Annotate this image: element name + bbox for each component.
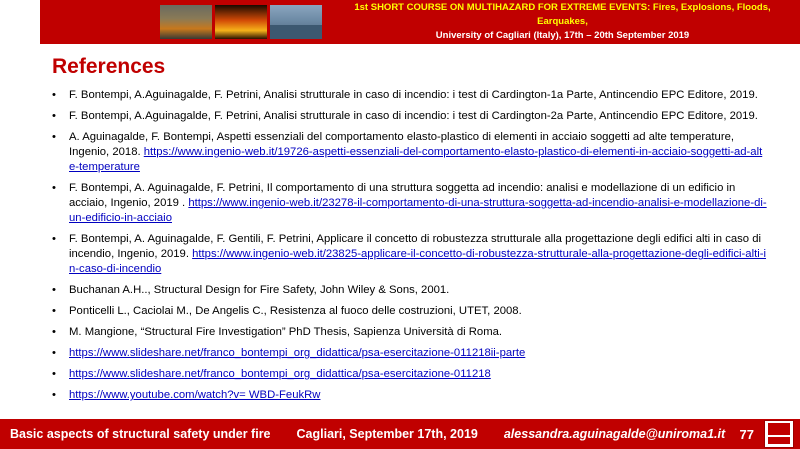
reference-citation: F. Bontempi, A.Aguinagalde, F. Petrini, Analisi strutturale in caso di incendio: i test di Cardington-1a Parte, Antincendio EPC Editore, 2019. (69, 89, 758, 101)
reference-link[interactable]: https://www.ingenio-web.it/19726-aspetti-essenziali-del-comportamento-elasto-plastico-di-elementi-in-acciaio-soggetti-ad-alte-temperature (69, 146, 763, 174)
bullet-icon: • (52, 89, 56, 101)
reference-item (52, 367, 768, 382)
footer-location-date: Cagliari, September 17th, 2019 (296, 427, 478, 441)
footer-course-title: Basic aspects of structural safety under fire (10, 427, 271, 441)
header-title-line1: 1st SHORT COURSE ON MULTIHAZARD FOR EXTREME EVENTS: Fires, Explosions, Floods, Earquakes, (354, 2, 771, 28)
sapienza-logo-icon (764, 420, 794, 448)
footer-email: alessandra.aguinagalde@uniroma1.it (503, 427, 726, 441)
reference-text (69, 181, 768, 226)
reference-item (52, 388, 768, 403)
reference-list (52, 88, 768, 409)
reference-link[interactable]: https://www.slideshare.net/franco_bontempi_org_didattica/psa-esercitazione-011218ii-parte (69, 347, 526, 360)
page-title: References (52, 55, 166, 78)
footer-bar (0, 419, 800, 449)
reference-item (52, 346, 768, 361)
reference-text (69, 304, 768, 319)
bullet-icon: • (52, 182, 56, 195)
reference-link[interactable]: https://www.ingenio-web.it/23278-il-comportamento-di-una-struttura-soggetta-ad-incendio-analisi-e-modellazione-di-un-edificio-in-acciaio (69, 197, 767, 225)
reference-item (52, 283, 768, 298)
bullet-icon: • (52, 284, 56, 297)
reference-text (69, 109, 768, 124)
header-banner (40, 0, 800, 44)
fire-photo (215, 5, 267, 39)
reference-text (69, 346, 768, 361)
reference-text (69, 232, 768, 277)
header-title (325, 1, 800, 42)
reference-citation: Ponticelli L., Caciolai M., De Angelis C., Resistenza al fuoco delle costruzioni, UTET, 2008. (69, 305, 522, 318)
reference-item (52, 232, 768, 277)
bullet-icon: • (52, 347, 56, 360)
reference-citation: Buchanan A.H.., Structural Design for Fire Safety, John Wiley & Sons, 2001. (69, 284, 450, 297)
bullet-icon: • (52, 368, 56, 381)
reference-text (69, 388, 768, 403)
slide-number: 77 (739, 426, 754, 442)
bullet-icon: • (52, 326, 56, 339)
explosion-photo (160, 5, 212, 39)
reference-item (52, 181, 768, 226)
reference-link[interactable]: https://www.youtube.com/watch?v= WBD-FeukRw (69, 389, 321, 402)
bullet-icon: • (52, 233, 56, 246)
reference-text (69, 367, 768, 382)
header-image-strip (160, 4, 325, 40)
bullet-icon: • (52, 305, 56, 318)
reference-item (52, 130, 768, 175)
reference-text (69, 283, 768, 298)
reference-link[interactable]: https://www.slideshare.net/franco_bontempi_org_didattica/psa-esercitazione-011218 (69, 368, 491, 381)
reference-citation: F. Bontempi, A. Aguinagalde, F. Gentili, F. Petrini, Applicare il concetto di robustezza strutturale alla progettazione degli edifici alti in caso di incendio, Ingenio, 2019. (69, 233, 761, 261)
reference-citation: M. Mangione, “Structural Fire Investigation” PhD Thesis, Sapienza Università di Roma. (69, 326, 503, 339)
reference-link[interactable]: https://www.ingenio-web.it/23825-applicare-il-concetto-di-robustezza-strutturale-alla-progettazione-degli-edifici-alti-in-caso-di-incendio (69, 248, 767, 276)
flood-photo (270, 5, 322, 39)
reference-citation: F. Bontempi, A.Aguinagalde, F. Petrini, Analisi strutturale in caso di incendio: i test di Cardington-2a Parte, Antincendio EPC Editore, 2019. (69, 110, 758, 123)
reference-text (69, 130, 768, 175)
reference-item (52, 325, 768, 340)
reference-text (69, 88, 768, 103)
reference-item (52, 304, 768, 319)
reference-citation: A. Aguinagalde, F. Bontempi, Aspetti essenziali del comportamento elasto-plastico di elementi in acciaio soggetti ad alte temperature, Ingenio, 2018. (69, 131, 735, 159)
bullet-icon: • (52, 131, 56, 144)
reference-citation: F. Bontempi, A. Aguinagalde, F. Petrini, Il comportamento di una struttura soggetta ad incendio: analisi e modellazione di un edificio in acciaio, Ingenio, 2019 . (69, 182, 736, 210)
reference-item (52, 109, 768, 124)
reference-item (52, 88, 768, 103)
bullet-icon: • (52, 389, 56, 402)
header-title-line2: University of Cagliari (Italy), 17th – 20th September 2019 (435, 29, 690, 41)
bullet-icon: • (52, 110, 56, 123)
reference-text (69, 325, 768, 340)
